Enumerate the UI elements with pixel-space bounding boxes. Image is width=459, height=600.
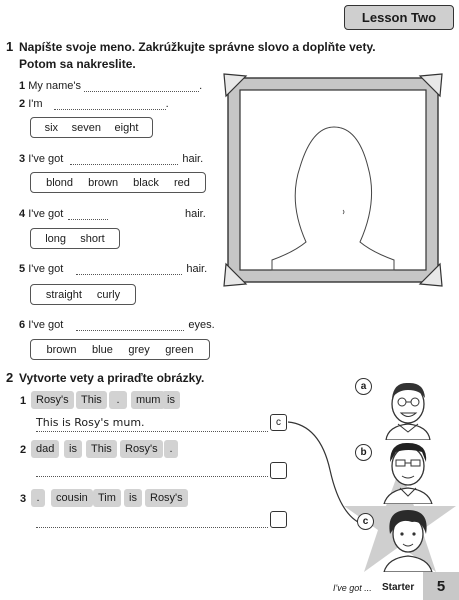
- answer-line[interactable]: [54, 98, 166, 110]
- option-curly[interactable]: curly: [96, 288, 121, 301]
- option-green[interactable]: green: [165, 343, 194, 356]
- word-tile[interactable]: is: [162, 391, 180, 409]
- man-with-glasses-b-picture[interactable]: [374, 438, 444, 504]
- item-end: hair.: [182, 153, 204, 165]
- word-tile[interactable]: is: [64, 440, 82, 458]
- word-tile[interactable]: This: [76, 391, 107, 409]
- option-blue[interactable]: blue: [92, 343, 113, 356]
- word-tile[interactable]: mum: [131, 391, 165, 409]
- option-seven[interactable]: seven: [71, 121, 101, 134]
- answer-line[interactable]: [36, 465, 268, 477]
- option-eight[interactable]: eight: [114, 121, 139, 134]
- section-1-instruction-line2: Potom sa nakreslite.: [19, 57, 136, 71]
- item-1: [19, 80, 202, 92]
- picture-label-c: c: [357, 513, 374, 530]
- picture-label-b: b: [355, 444, 372, 461]
- word-tile[interactable]: Rosy's: [145, 489, 188, 507]
- answer-line[interactable]: [84, 80, 199, 92]
- word-tile[interactable]: dad: [31, 440, 59, 458]
- sentence-1-number: 1: [20, 395, 27, 407]
- item-number: 3: [19, 153, 26, 165]
- option-black[interactable]: black: [133, 176, 159, 189]
- item-2: [19, 98, 169, 110]
- word-tile[interactable]: cousin: [51, 489, 93, 507]
- lesson-tab: Lesson Two: [344, 5, 454, 30]
- answer-line: [36, 420, 268, 432]
- answer-line[interactable]: [68, 208, 108, 220]
- item-text: I've got: [28, 263, 64, 275]
- item-5: [19, 263, 207, 275]
- option-red[interactable]: red: [173, 176, 190, 189]
- option-long[interactable]: long: [45, 232, 67, 245]
- item-text: I've got: [28, 208, 64, 220]
- footer-section: Starter: [382, 582, 415, 593]
- word-tile[interactable]: Rosy's: [31, 391, 74, 409]
- section-1-instruction: Napíšte svoje meno. Zakrúžkujte správne slovo a doplňte vety.: [19, 40, 376, 54]
- word-tile[interactable]: is: [124, 489, 142, 507]
- item-number: 4: [19, 208, 26, 220]
- option-six[interactable]: six: [44, 121, 59, 134]
- section-2-instruction: Vytvorte vety a priraďte obrázky.: [19, 371, 205, 385]
- item-end: eyes.: [188, 319, 215, 331]
- footer-unit-title: I've got ...: [333, 583, 372, 593]
- man-with-glasses-a-picture[interactable]: [372, 378, 444, 440]
- woman-picture-c[interactable]: [374, 500, 444, 572]
- item-text: My name's: [28, 80, 82, 92]
- picture-label-a: a: [355, 378, 372, 395]
- item-end: hair.: [186, 263, 208, 275]
- options-box-eye-colour: [30, 339, 210, 360]
- answer-line[interactable]: [70, 153, 178, 165]
- item-4: [19, 208, 108, 220]
- item-number: 2: [19, 98, 26, 110]
- option-blond[interactable]: blond: [46, 176, 74, 189]
- word-tile[interactable]: This: [86, 440, 117, 458]
- section-2-number: 2: [6, 370, 14, 385]
- option-short[interactable]: short: [80, 232, 105, 245]
- word-tile[interactable]: .: [164, 440, 178, 458]
- item-text: I've got: [28, 153, 64, 165]
- answer-line[interactable]: [76, 319, 184, 331]
- item-number: 1: [19, 80, 26, 92]
- option-straight[interactable]: straight: [45, 288, 82, 301]
- item-text: I've got: [28, 319, 64, 331]
- sentence-2-number: 2: [20, 444, 27, 456]
- word-tile[interactable]: Rosy's: [120, 440, 163, 458]
- option-brown[interactable]: brown: [88, 176, 119, 189]
- item-text: I'm: [28, 98, 43, 110]
- item-3: [19, 153, 203, 165]
- options-box-hair-type: [30, 284, 136, 305]
- item-end: .: [199, 80, 203, 92]
- item-4-end: hair.: [185, 208, 206, 220]
- options-box-hair-colour: [30, 172, 206, 193]
- answer-line[interactable]: [76, 263, 182, 275]
- word-tile[interactable]: .: [109, 391, 127, 409]
- options-box-age: [30, 117, 153, 138]
- section-1-number: 1: [6, 39, 14, 54]
- word-tile[interactable]: .: [31, 489, 45, 507]
- page-number: 5: [423, 572, 459, 600]
- sentence-1-answer[interactable]: This is Rosy's mum.: [36, 416, 145, 429]
- match-box-1[interactable]: c: [270, 414, 287, 431]
- item-6: [19, 319, 215, 331]
- word-tile[interactable]: Tim: [93, 489, 121, 507]
- self-portrait-frame[interactable]: [222, 72, 444, 288]
- item-end: .: [165, 98, 169, 110]
- sentence-3-number: 3: [20, 493, 27, 505]
- options-box-hair-length: [30, 228, 120, 249]
- answer-line[interactable]: [36, 516, 268, 528]
- item-number: 6: [19, 319, 26, 331]
- option-brown[interactable]: brown: [46, 343, 77, 356]
- item-number: 5: [19, 263, 26, 275]
- option-grey[interactable]: grey: [128, 343, 150, 356]
